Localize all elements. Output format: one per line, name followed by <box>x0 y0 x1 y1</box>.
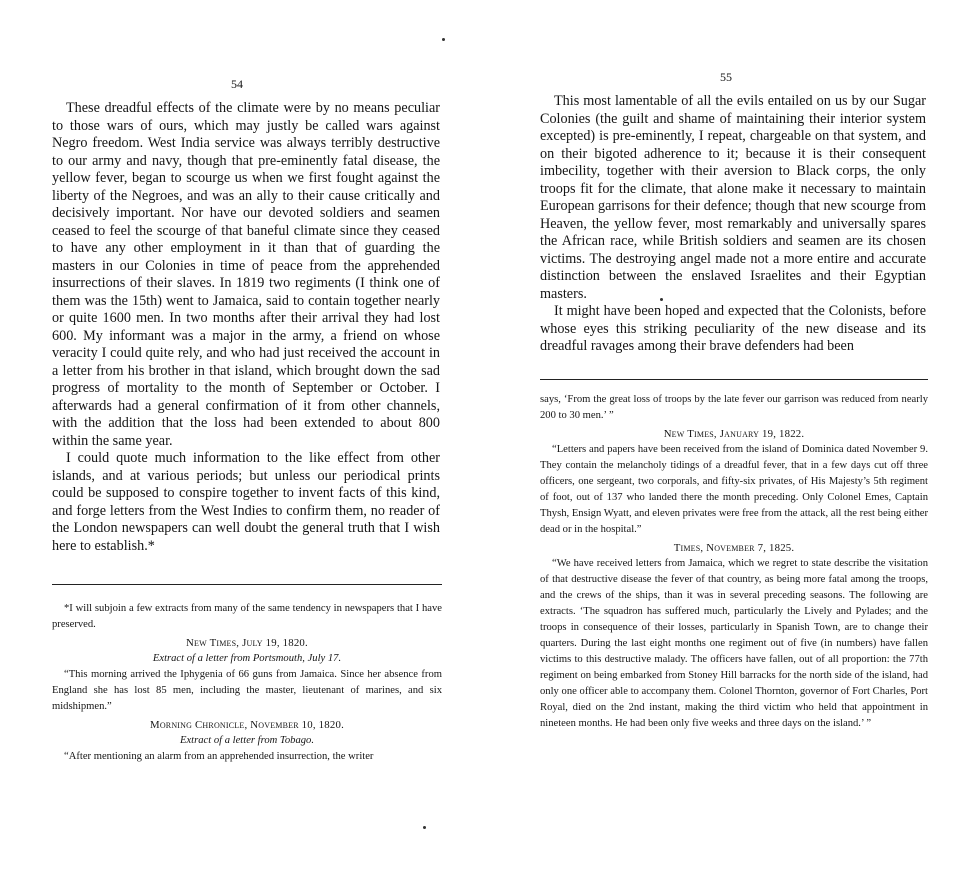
quote: “After mentioning an alarm from an apprehended insurrection, the writer <box>64 751 374 762</box>
paragraph: I could quote much information to the like effect from other islands, and at various periods; but unless our periodical prints could be supposed to conspire together to invent facts of this kind, and forge letters from the West Indies to confirm them, no reader of the London newspapers can well doubt the general truth that I wish here to establish.* <box>52 450 440 554</box>
scan-speck <box>660 298 663 301</box>
paragraph: This most lamentable of all the evils entailed on us by our Sugar Colonies (the guilt and shame of maintaining their interior system excepted) is pre-eminently, I repeat, chargeable on that system, and on their bigoted adherence to it; because it is their consequent imbecility, together with their aversion to Black corps, the only troops fit for the climate, that alone make it necessary to maintain European garrisons for their defence; though that new scourge from Heaven, the yellow fever, most remarkably and universally spares the African race, while British soldiers and seamen are its chosen victims. The destroying angel made not a more entire and accurate distinction between the enslaved Israelites and their Egyptian masters. <box>540 93 926 302</box>
source-heading: New Times, January 19, 1822. <box>663 428 805 440</box>
source-heading: New Times, July 19, 1820. <box>186 637 308 649</box>
source-heading: Morning Chronicle, November 10, 1820. <box>150 719 344 731</box>
scan-speck <box>442 38 445 41</box>
quote-continuation: says, ‘From the great loss of troops by the late fever our garrison was reduced from nearly 200 to 30 men.’ ” <box>540 394 928 421</box>
paragraph: These dreadful effects of the climate were by no means peculiar to those wars of ours, which may justly be called wars against Negro freedom. West India service was always terribly destructive to our army and navy, though that pre-eminently fatal disease, the yellow fever, began to scourge us when we first fought against the liberty of the Negroes, and was an ally to their cause critically and decisively important. Nor have our devoted soldiers and seamen ceased to feel the scourge of that baneful climate since they ceased to have any other employment in it than that of guarding the masters in our Colonies in time of peace from the apprehended insurrections of their slaves. In 1819 two regiments (I think one of them was the 15th) went to Jamaica, said to contain together nearly or quite 1600 men. In two months after their arrival they had lost 600. My informant was a major in the army, a friend on whose veracity I could quite rely, and who had just received the account in a letter from his brother in that island, which brought down the sad progress of mortality to the month of September or October. I afterwards had a general confirmation of it from other channels, with the addition that the loss had been extended to about 800 within the same year. <box>52 100 440 449</box>
right-body-text <box>540 93 926 356</box>
paragraph: It might have been hoped and expected that the Colonists, before whose eyes this striking peculiarity of the new disease and its dreadful ravages among their brave defenders had been <box>540 303 926 354</box>
footnote-divider <box>52 584 442 585</box>
quote: “Letters and papers have been received from the island of Dominica dated November 9. They contain the melancholy tidings of a dreadful fever, that in a few days cut off three officers, one sergeant, two corporals, and fifty-six privates, of His Majesty’s 5th regiment of foot, out of 137 who landed there the month preceding. Only Colonel Emes, Captain Thysh, Ensign Wyatt, and eleven privates were free from the attack, all the rest being either dead or in the hospital.” <box>540 444 928 535</box>
right-footnotes <box>540 392 928 732</box>
footnote-intro: *I will subjoin a few extracts from many of the same tendency in newspapers that I have preserved. <box>52 603 442 630</box>
quote: “We have received letters from Jamaica, which we regret to state describe the visitation of that destructive disease the fever of that country, as being more fatal among the troops, and the crews of the ships, than it was in several preceding seasons. The following are extracts. ‘The squadron has suffered much, particularly the Lively and Pylades; and the troops in consequence of their losses, particularly in Spanish Town, are to change their quarters. During the last eight months one regiment out of five (in numbers) have fallen victims to this destructive malady. The officers have fallen, out of all proportion: the 77th regiment on being embarked from Stoney Hill barracks for the north side of the island, had only one officer able to accompany them. Colonel Thornton, governor of Fort Charles, Port Royal, died on the 2nd instant, making the third victim who held that appointment in nineteen months. He had been only five weeks and three days on the island.’ ” <box>540 558 928 729</box>
extract-subheading: Extract of a letter from Portsmouth, July 17. <box>152 653 342 664</box>
scan-speck <box>423 826 426 829</box>
page-number: 54 <box>231 77 243 91</box>
extract-subheading: Extract of a letter from Tobago. <box>180 735 314 746</box>
left-body-text <box>52 100 440 555</box>
source-heading: Times, November 7, 1825. <box>673 542 795 554</box>
quote: “This morning arrived the Iphygenia of 66 guns from Jamaica. Since her absence from England she has lost 85 men, including the master, lieutenant of marines, and six midshipmen.” <box>52 669 442 712</box>
page-number: 55 <box>720 70 732 84</box>
footnote-divider <box>540 379 928 380</box>
left-footnotes <box>52 601 442 765</box>
